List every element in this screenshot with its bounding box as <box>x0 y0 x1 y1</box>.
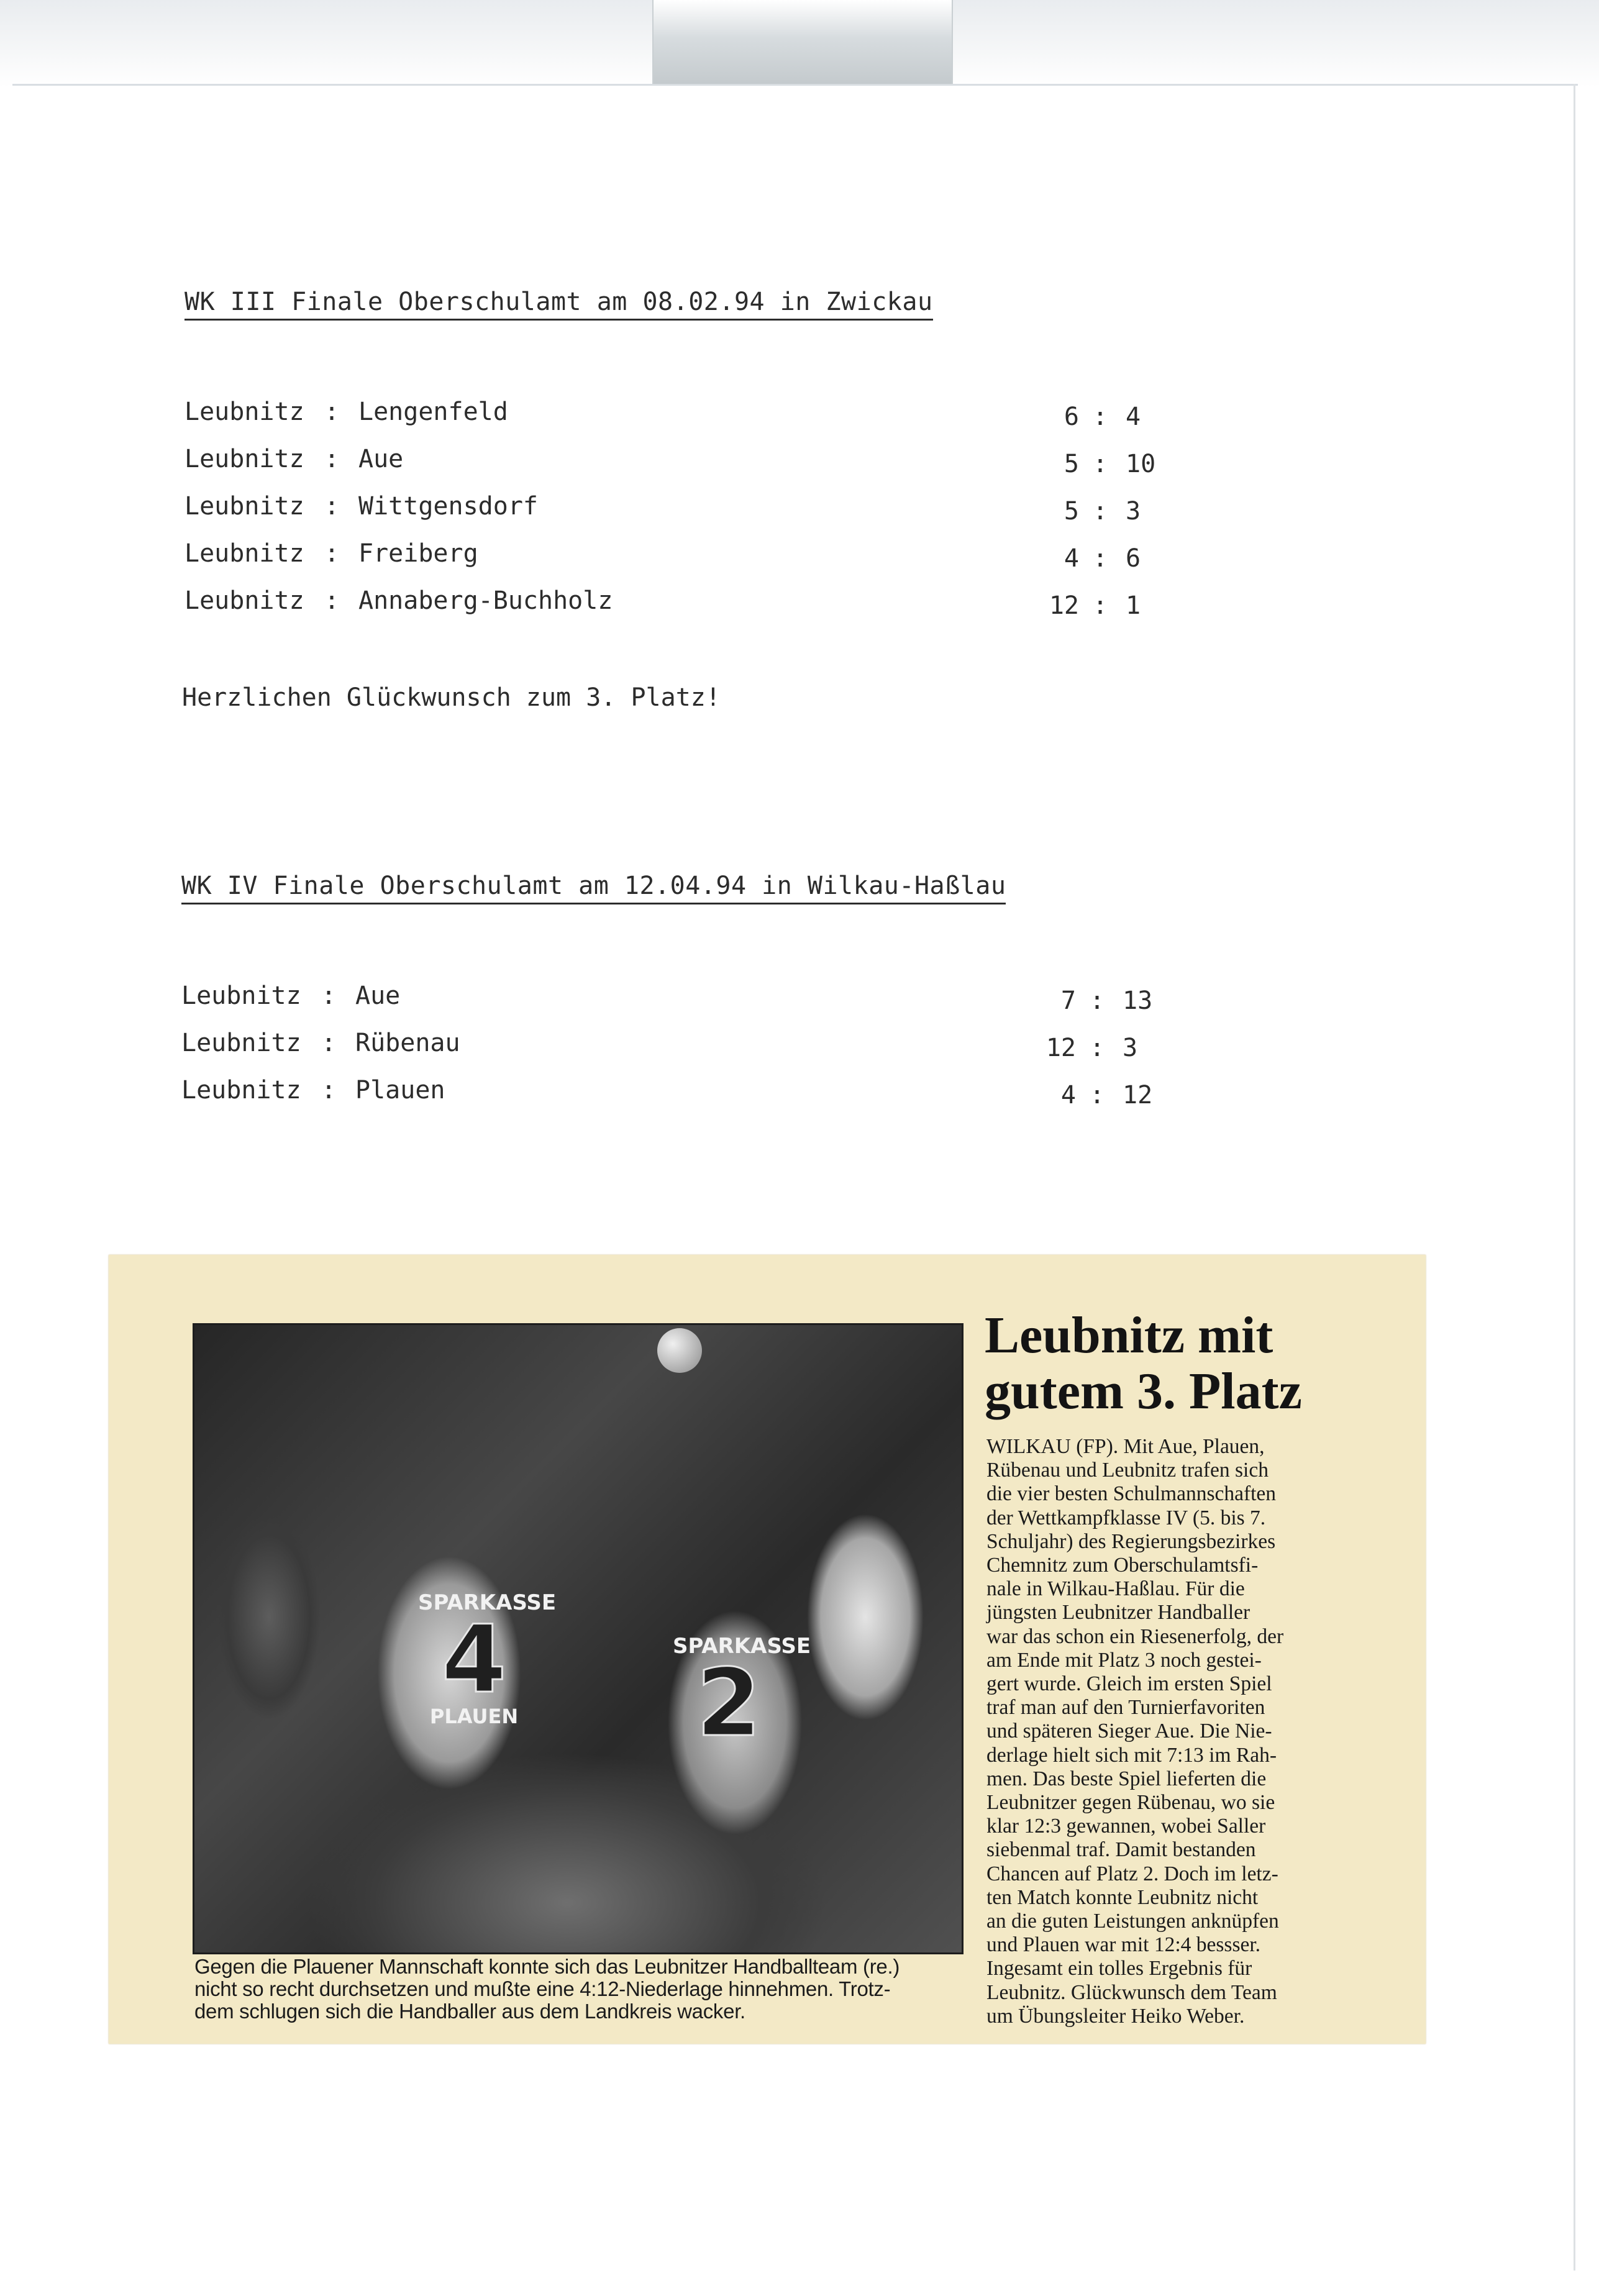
body-line: Chemnitz zum Oberschulamtsfi- <box>986 1554 1259 1577</box>
body-line: ten Match konnte Leubnitz nicht <box>986 1885 1259 1909</box>
score-separator: : <box>1090 1081 1105 1109</box>
team-a: Leubnitz <box>181 1076 301 1105</box>
body-line: um Übungsleiter Heiko Weber. <box>986 2004 1245 2028</box>
wk3-heading: WK III Finale Oberschulamt am 08.02.94 in Zwickau <box>184 288 933 321</box>
binder-clip <box>652 0 953 84</box>
team-a: Leubnitz <box>184 586 304 615</box>
body-line: Leubnitz. Glückwunsch dem Team <box>986 1980 1277 2004</box>
score-separator: : <box>1093 403 1108 431</box>
team-a: Leubnitz <box>184 445 304 473</box>
jersey-brand: SPARKASSE <box>418 1590 557 1615</box>
body-line: Ingesamt ein tolles Ergebnis für <box>986 1957 1252 1980</box>
body-line: am Ende mit Platz 3 noch gestei- <box>986 1648 1262 1672</box>
jersey-right <box>673 1634 811 1757</box>
team-b: Annaberg-Buchholz <box>358 586 613 615</box>
team-a: Leubnitz <box>184 492 304 521</box>
caption-line: dem schlugen sich die Handballer aus dem Landkreis wacker. <box>194 2000 745 2023</box>
newspaper-clipping <box>109 1255 1426 2044</box>
team-a: Leubnitz <box>181 982 301 1010</box>
separator: : <box>324 586 340 615</box>
score-separator: : <box>1093 591 1108 620</box>
score-separator: : <box>1093 450 1108 478</box>
body-line: men. Das beste Spiel lieferten die <box>986 1767 1267 1790</box>
score-separator: : <box>1093 544 1108 573</box>
team-a: Leubnitz <box>184 539 304 568</box>
sheet-right-border <box>1574 84 1575 2271</box>
body-line: siebenmal traf. Damit bestanden <box>986 1838 1256 1862</box>
team-b: Freiberg <box>358 539 478 568</box>
body-line: gert wurde. Gleich im ersten Spiel <box>986 1672 1272 1696</box>
score-b: 6 <box>1126 544 1141 573</box>
handball-ball <box>657 1328 702 1373</box>
body-line: derlage hielt sich mit 7:13 im Rah- <box>986 1743 1277 1767</box>
score-separator: : <box>1090 986 1105 1015</box>
score-separator: : <box>1093 497 1108 526</box>
jersey-number: 2 <box>696 1649 762 1757</box>
headline-line: Leubnitz mit <box>985 1306 1273 1364</box>
team-b: Rübenau <box>355 1029 460 1057</box>
score-b: 3 <box>1123 1034 1138 1062</box>
score-b: 4 <box>1126 403 1141 431</box>
separator: : <box>324 445 340 473</box>
score-a: 12 <box>1049 591 1079 620</box>
separator: : <box>321 1029 337 1057</box>
score-b: 12 <box>1123 1081 1153 1109</box>
wk4-heading: WK IV Finale Oberschulamt am 12.04.94 in Wilkau-Haßlau <box>181 872 1006 904</box>
score-a: 6 <box>1064 403 1079 431</box>
team-b: Lengenfeld <box>358 398 508 426</box>
body-line: war das schon ein Riesenerfolg, der <box>986 1624 1284 1648</box>
jersey-left <box>418 1590 557 1728</box>
separator: : <box>324 398 340 426</box>
team-b: Plauen <box>355 1076 445 1105</box>
body-line: die vier besten Schulmannschaften <box>986 1482 1277 1506</box>
jersey-number: 4 <box>441 1606 507 1714</box>
separator: : <box>324 539 340 568</box>
body-line: Schuljahr) des Regierungsbezirkes <box>986 1529 1276 1553</box>
body-line: und späteren Sieger Aue. Die Nie- <box>986 1720 1272 1743</box>
team-b: Aue <box>358 445 404 473</box>
sheet-top-border <box>12 84 1578 86</box>
body-line: traf man auf den Turnierfavoriten <box>986 1696 1265 1720</box>
separator: : <box>321 982 337 1010</box>
body-line: und Plauen war mit 12:4 bessser. <box>986 1933 1261 1957</box>
caption-line: Gegen die Plauener Mannschaft konnte sich das Leubnitzer Handballteam (re.) <box>194 1955 900 1978</box>
team-b: Wittgensdorf <box>358 492 538 521</box>
article-headline <box>985 1308 1413 1419</box>
score-a: 4 <box>1060 1081 1076 1109</box>
score-a: 7 <box>1060 986 1076 1015</box>
congratulations-note: Herzlichen Glückwunsch zum 3. Platz! <box>182 683 721 712</box>
score-a: 4 <box>1064 544 1079 573</box>
article-body <box>986 1435 1412 2028</box>
team-a: Leubnitz <box>184 398 304 426</box>
score-b: 10 <box>1126 450 1156 478</box>
team-b: Aue <box>355 982 401 1010</box>
body-line: Rübenau und Leubnitz trafen sich <box>986 1459 1269 1482</box>
separator: : <box>321 1076 337 1105</box>
handball-photo <box>193 1323 964 1954</box>
body-line: WILKAU (FP). Mit Aue, Plauen, <box>986 1435 1265 1458</box>
headline-line: gutem 3. Platz <box>985 1362 1302 1420</box>
score-b: 13 <box>1123 986 1153 1015</box>
body-line: der Wettkampfklasse IV (5. bis 7. <box>986 1506 1266 1529</box>
jersey-city: PLAUEN <box>429 1705 519 1728</box>
body-line: jüngsten Leubnitzer Handballer <box>986 1601 1250 1624</box>
body-line: Leubnitzer gegen Rübenau, wo sie <box>986 1791 1275 1815</box>
jersey-brand: SPARKASSE <box>673 1634 811 1659</box>
score-a: 12 <box>1046 1034 1076 1062</box>
score-separator: : <box>1090 1034 1105 1062</box>
body-line: nale in Wilkau-Haßlau. Für die <box>986 1577 1245 1601</box>
team-a: Leubnitz <box>181 1029 301 1057</box>
score-b: 1 <box>1126 591 1141 620</box>
body-line: klar 12:3 gewannen, wobei Saller <box>986 1815 1266 1838</box>
separator: : <box>324 492 340 521</box>
caption-line: nicht so recht durchsetzen und mußte eine 4:12-Niederlage hinnehmen. Trotz- <box>194 1977 891 2000</box>
score-a: 5 <box>1064 450 1079 478</box>
score-b: 3 <box>1126 497 1141 526</box>
body-line: Chancen auf Platz 2. Doch im letz- <box>986 1862 1278 1885</box>
photo-caption <box>194 1956 965 2023</box>
score-a: 5 <box>1064 497 1079 526</box>
body-line: an die guten Leistungen anknüpfen <box>986 1910 1279 1933</box>
